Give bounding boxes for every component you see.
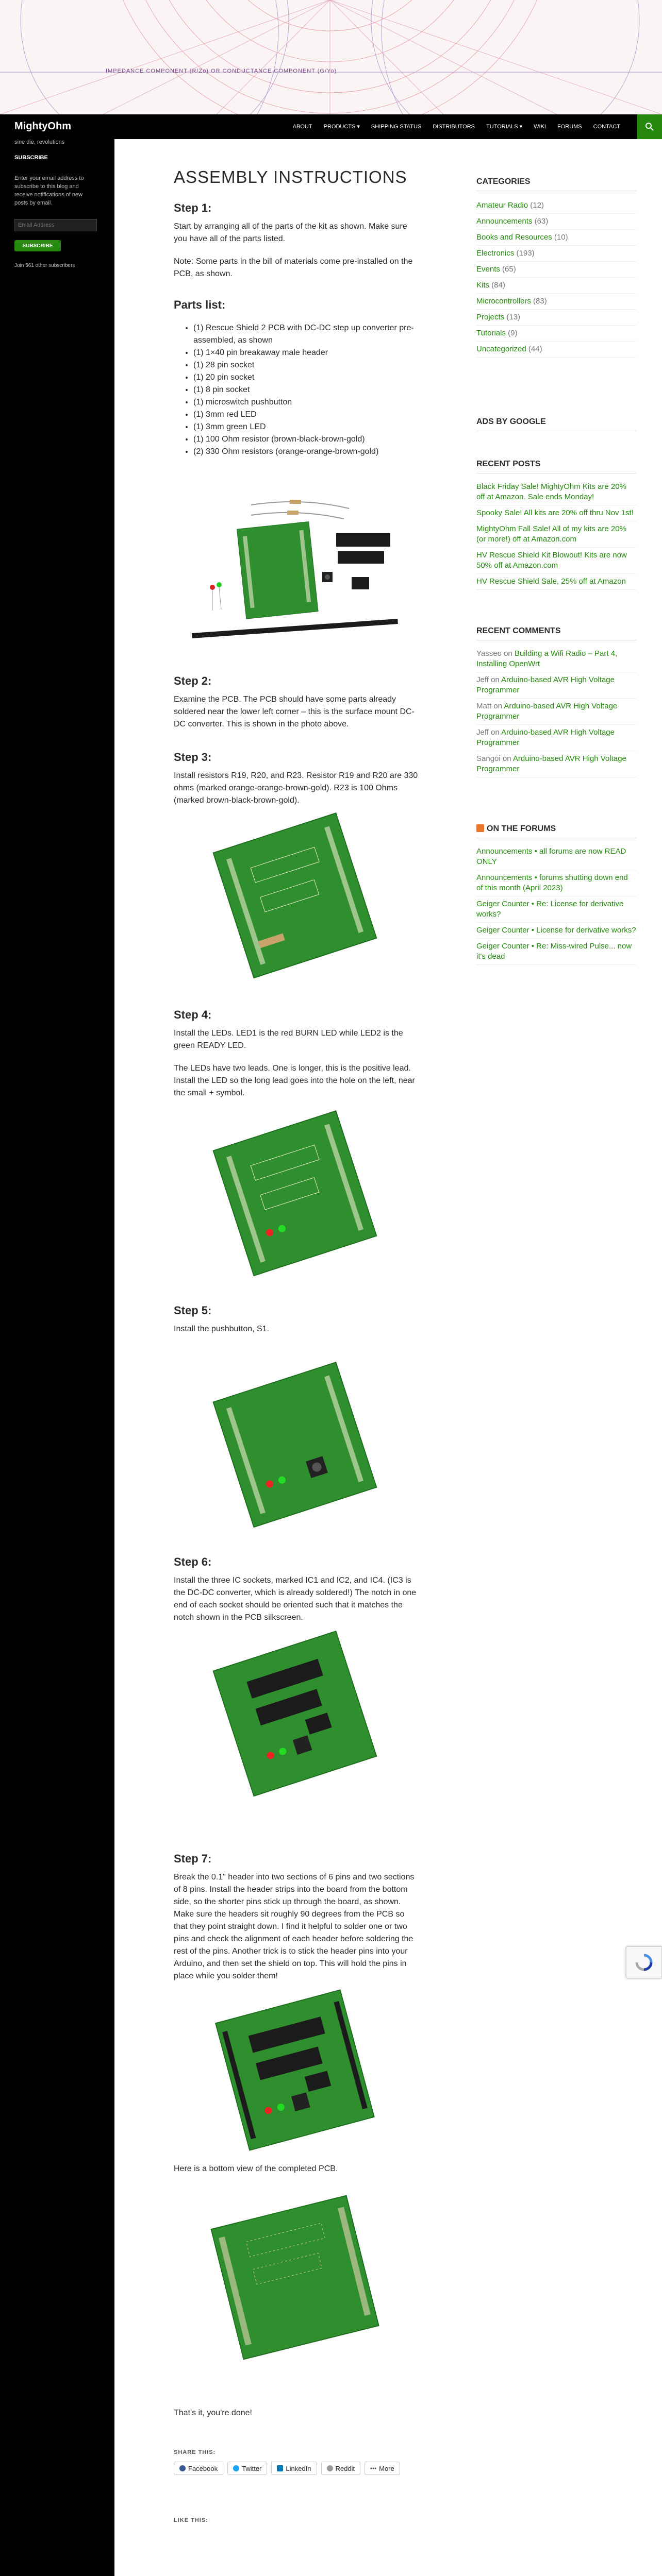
email-field[interactable] <box>14 219 97 231</box>
recent-posts-title: RECENT POSTS <box>476 460 541 468</box>
step6-photo[interactable] <box>174 1627 418 1800</box>
header-banner <box>0 0 662 114</box>
step7-text: Break the 0.1" header into two sections of 6 pins and two sections of 8 pins. Install the header strips into the board from the bottom side, so the shorter pins stick up through the board, as shown. Make sure the headers sit roughly 90 degrees from the PCB so that they point straight down. I find it helpful to solder one or two pins and check the alignment of each header before soldering the rest of the pins. Another trick is to stick the header pins into your Arduino, and then set the shield on top. This will hold the pins in place while you solder them! <box>174 1873 415 1980</box>
share-buttons <box>174 2462 418 2475</box>
category-item[interactable]: Events (65) <box>476 262 636 278</box>
category-item[interactable]: Microcontrollers (83) <box>476 294 636 310</box>
share-button-label: LinkedIn <box>286 2464 311 2472</box>
nav-item-tutorials[interactable]: TUTORIALS ▾ <box>486 124 523 130</box>
nav-item-products[interactable]: PRODUCTS ▾ <box>323 124 360 130</box>
comment-author[interactable]: Jeff <box>476 675 489 684</box>
forum-post-link[interactable]: Geiger Counter • Re: License for derivative works? <box>476 896 636 923</box>
list-item: • (1) microswitch pushbutton <box>193 396 418 409</box>
list-item: • (1) 3mm red LED <box>193 409 418 421</box>
list-item: • (1) Rescue Shield 2 PCB with DC-DC step up converter pre-assembled, as shown <box>193 322 418 347</box>
nav-item-contact[interactable]: CONTACT <box>593 124 620 130</box>
step6-text: Install the three IC sockets, marked IC1 and IC2, and IC4. (IC3 is the DC-DC converter, which is already soldered!) The notch in one end of each socket should be oriented such that it matches the notch shown in the PCB silkscreen. <box>174 1576 417 1622</box>
subscribe-title: SUBSCRIBE <box>14 155 48 161</box>
comment-author[interactable]: Yasseo <box>476 649 502 658</box>
step2-text: Examine the PCB. The PCB should have some parts already soldered near the lower left corner – this is the surface mount DC-DC converter. This is shown in the photo above. <box>174 695 415 728</box>
forum-post-link[interactable]: Announcements • all forums are now READ ONLY <box>476 844 636 870</box>
list-item: • (1) 8 pin socket <box>193 384 418 396</box>
banner-caption: IMPEDANCE COMPONENT (R/Zo) OR CONDUCTANCE COMPONENT (G/Yo) <box>106 68 337 74</box>
list-item: • (1) 1×40 pin breakaway male header <box>193 347 418 359</box>
list-item: • (2) 330 Ohm resistors (orange-orange-brown-gold) <box>193 446 418 458</box>
site-title-link[interactable]: MightyOhm <box>14 121 71 132</box>
recaptcha-icon <box>635 1953 653 1972</box>
step3-text: Install resistors R19, R20, and R23. Resistor R19 and R20 are 330 ohms (marked orange-orange-brown-gold). R23 is 100 Ohms (marked brown-black-brown-gold). <box>174 771 418 805</box>
category-item[interactable]: Uncategorized (44) <box>476 342 636 358</box>
share-more-button[interactable] <box>365 2462 400 2475</box>
comment-item: Sangoi on Arduino-based AVR High Voltage Programmer <box>476 751 636 777</box>
category-item[interactable]: Electronics (193) <box>476 246 636 262</box>
category-item[interactable]: Projects (13) <box>476 310 636 326</box>
comment-post-link[interactable]: Arduino-based AVR High Voltage Programmer <box>476 728 615 747</box>
step5-heading: Step 5: <box>174 1304 212 1317</box>
step1-text: Start by arranging all of the parts of the kit as shown. Make sure you have all of the parts listed. <box>174 222 407 243</box>
step1-note: Note: Some parts in the bill of materials come pre-installed on the PCB, as shown. <box>174 257 413 278</box>
forums-title: ON THE FORUMS <box>476 824 556 834</box>
categories-title: CATEGORIES <box>476 177 531 186</box>
step5-photo[interactable] <box>174 1358 418 1531</box>
step5-text: Install the pushbutton, S1. <box>174 1325 270 1333</box>
step7-photo[interactable] <box>174 1984 418 2156</box>
subscriber-count: Join 561 other subscribers <box>14 263 75 268</box>
step6-heading: Step 6: <box>174 1555 212 1568</box>
list-item: • (1) 100 Ohm resistor (brown-black-brown-gold) <box>193 433 418 446</box>
comment-post-link[interactable]: Arduino-based AVR High Voltage Programmer <box>476 702 618 721</box>
share-twitter-button[interactable] <box>227 2462 267 2475</box>
recent-comments-title: RECENT COMMENTS <box>476 626 561 635</box>
category-item[interactable]: Announcements (63) <box>476 214 636 230</box>
kit-parts-photo[interactable] <box>174 477 418 649</box>
share-facebook-button[interactable] <box>174 2462 223 2475</box>
comment-author[interactable]: Matt <box>476 702 492 710</box>
top-navbar <box>0 114 662 139</box>
recent-post-link[interactable]: HV Rescue Shield Sale, 25% off at Amazon <box>476 574 636 590</box>
nav-item-wiki[interactable]: WIKI <box>534 124 546 130</box>
reddit-icon <box>327 2465 333 2471</box>
left-sidebar <box>0 139 114 2576</box>
categories-list <box>476 198 636 358</box>
search-icon <box>645 122 654 131</box>
smith-chart-graphic <box>0 0 662 114</box>
facebook-icon <box>179 2465 186 2471</box>
nav-item-shipping-status[interactable]: SHIPPING STATUS <box>371 124 422 130</box>
step4-text-2: The LEDs have two leads. One is longer, this is the positive lead. Install the LED so the long lead goes into the hole on the left, near the small + symbol. <box>174 1064 415 1097</box>
rss-icon <box>476 824 484 832</box>
step2-heading: Step 2: <box>174 674 212 687</box>
parts-list-heading: Parts list: <box>174 298 226 311</box>
comment-post-link[interactable]: Building a Wifi Radio – Part 4, Installing OpenWrt <box>476 649 618 668</box>
category-item[interactable]: Tutorials (9) <box>476 326 636 342</box>
comment-author[interactable]: Jeff <box>476 728 489 737</box>
category-item[interactable]: Amateur Radio (12) <box>476 198 636 214</box>
twitter-icon <box>233 2465 239 2471</box>
step4-heading: Step 4: <box>174 1008 212 1021</box>
step4-photo[interactable] <box>174 1107 418 1279</box>
step1-heading: Step 1: <box>174 201 212 214</box>
recent-post-link[interactable]: HV Rescue Shield Kit Blowout! Kits are now 50% off at Amazon.com <box>476 548 636 574</box>
comment-item: Matt on Arduino-based AVR High Voltage Programmer <box>476 699 636 725</box>
search-toggle-button[interactable] <box>637 114 662 139</box>
comment-item: Yasseo on Building a Wifi Radio – Part 4, Installing OpenWrt <box>476 646 636 672</box>
bottom-view-text: Here is a bottom view of the completed PCB. <box>174 2164 338 2173</box>
category-item[interactable]: Kits (84) <box>476 278 636 294</box>
comment-post-link[interactable]: Arduino-based AVR High Voltage Programmer <box>476 675 615 694</box>
list-item: • (1) 28 pin socket <box>193 359 418 371</box>
pcb-bottom-photo[interactable] <box>174 2190 418 2365</box>
ads-title: ADS BY GOOGLE <box>476 417 546 426</box>
recent-comments-list <box>476 646 636 777</box>
recaptcha-badge[interactable] <box>626 1946 662 1978</box>
nav-item-distributors[interactable]: DISTRIBUTORS <box>433 124 475 130</box>
more-icon <box>370 2465 376 2471</box>
forum-post-link[interactable]: Announcements • forums shutting down end of this month (April 2023) <box>476 870 636 896</box>
share-button-label: Facebook <box>188 2464 218 2472</box>
page-title: ASSEMBLY INSTRUCTIONS <box>174 167 407 187</box>
comment-post-link[interactable]: Arduino-based AVR High Voltage Programmer <box>476 754 626 773</box>
like-label: LIKE THIS: <box>174 2517 208 2523</box>
list-item: • (1) 20 pin socket <box>193 371 418 384</box>
recent-post-link[interactable]: Black Friday Sale! MightyOhm Kits are 20% off at Amazon. Sale ends Monday! <box>476 479 636 505</box>
forum-post-link[interactable]: Geiger Counter • Re: Miss-wired Pulse... now it's dead <box>476 939 636 965</box>
nav-item-forums[interactable]: FORUMS <box>557 124 582 130</box>
linkedin-icon <box>277 2465 283 2471</box>
subscribe-text: Enter your email address to subscribe to this blog and receive notifications of new posts by email. <box>14 175 84 206</box>
step3-photo[interactable] <box>174 809 418 981</box>
parts-list <box>184 322 418 458</box>
main-content <box>114 139 662 2576</box>
share-linkedin-button[interactable] <box>271 2462 317 2475</box>
primary-menu <box>287 114 626 139</box>
step3-heading: Step 3: <box>174 751 212 764</box>
list-item: • (1) 3mm green LED <box>193 421 418 433</box>
share-label: SHARE THIS: <box>174 2449 216 2455</box>
share-button-label: Twitter <box>242 2464 262 2472</box>
recent-post-link[interactable]: Spooky Sale! All kits are 20% off thru Nov 1st! <box>476 505 636 521</box>
forum-post-link[interactable]: Geiger Counter • License for derivative works? <box>476 923 636 939</box>
category-item[interactable]: Books and Resources (10) <box>476 230 636 246</box>
subscribe-button[interactable]: SUBSCRIBE <box>14 240 61 251</box>
nav-item-about[interactable]: ABOUT <box>292 124 312 130</box>
recent-post-link[interactable]: MightyOhm Fall Sale! All of my kits are 20% (or more!) off at Amazon.com <box>476 521 636 548</box>
step7-heading: Step 7: <box>174 1852 212 1865</box>
forums-list <box>476 844 636 965</box>
site-description: sine die, revolutions <box>14 139 65 145</box>
done-text: That's it, you're done! <box>174 2409 252 2417</box>
step4-text-1: Install the LEDs. LED1 is the red BURN LED while LED2 is the green READY LED. <box>174 1029 403 1050</box>
share-reddit-button[interactable] <box>321 2462 361 2475</box>
recent-posts-list <box>476 479 636 590</box>
comment-author[interactable]: Sangoi <box>476 754 501 763</box>
share-button-label: More <box>379 2464 394 2472</box>
share-button-label: Reddit <box>335 2464 355 2472</box>
comment-item: Jeff on Arduino-based AVR High Voltage Programmer <box>476 725 636 751</box>
comment-item: Jeff on Arduino-based AVR High Voltage Programmer <box>476 672 636 699</box>
